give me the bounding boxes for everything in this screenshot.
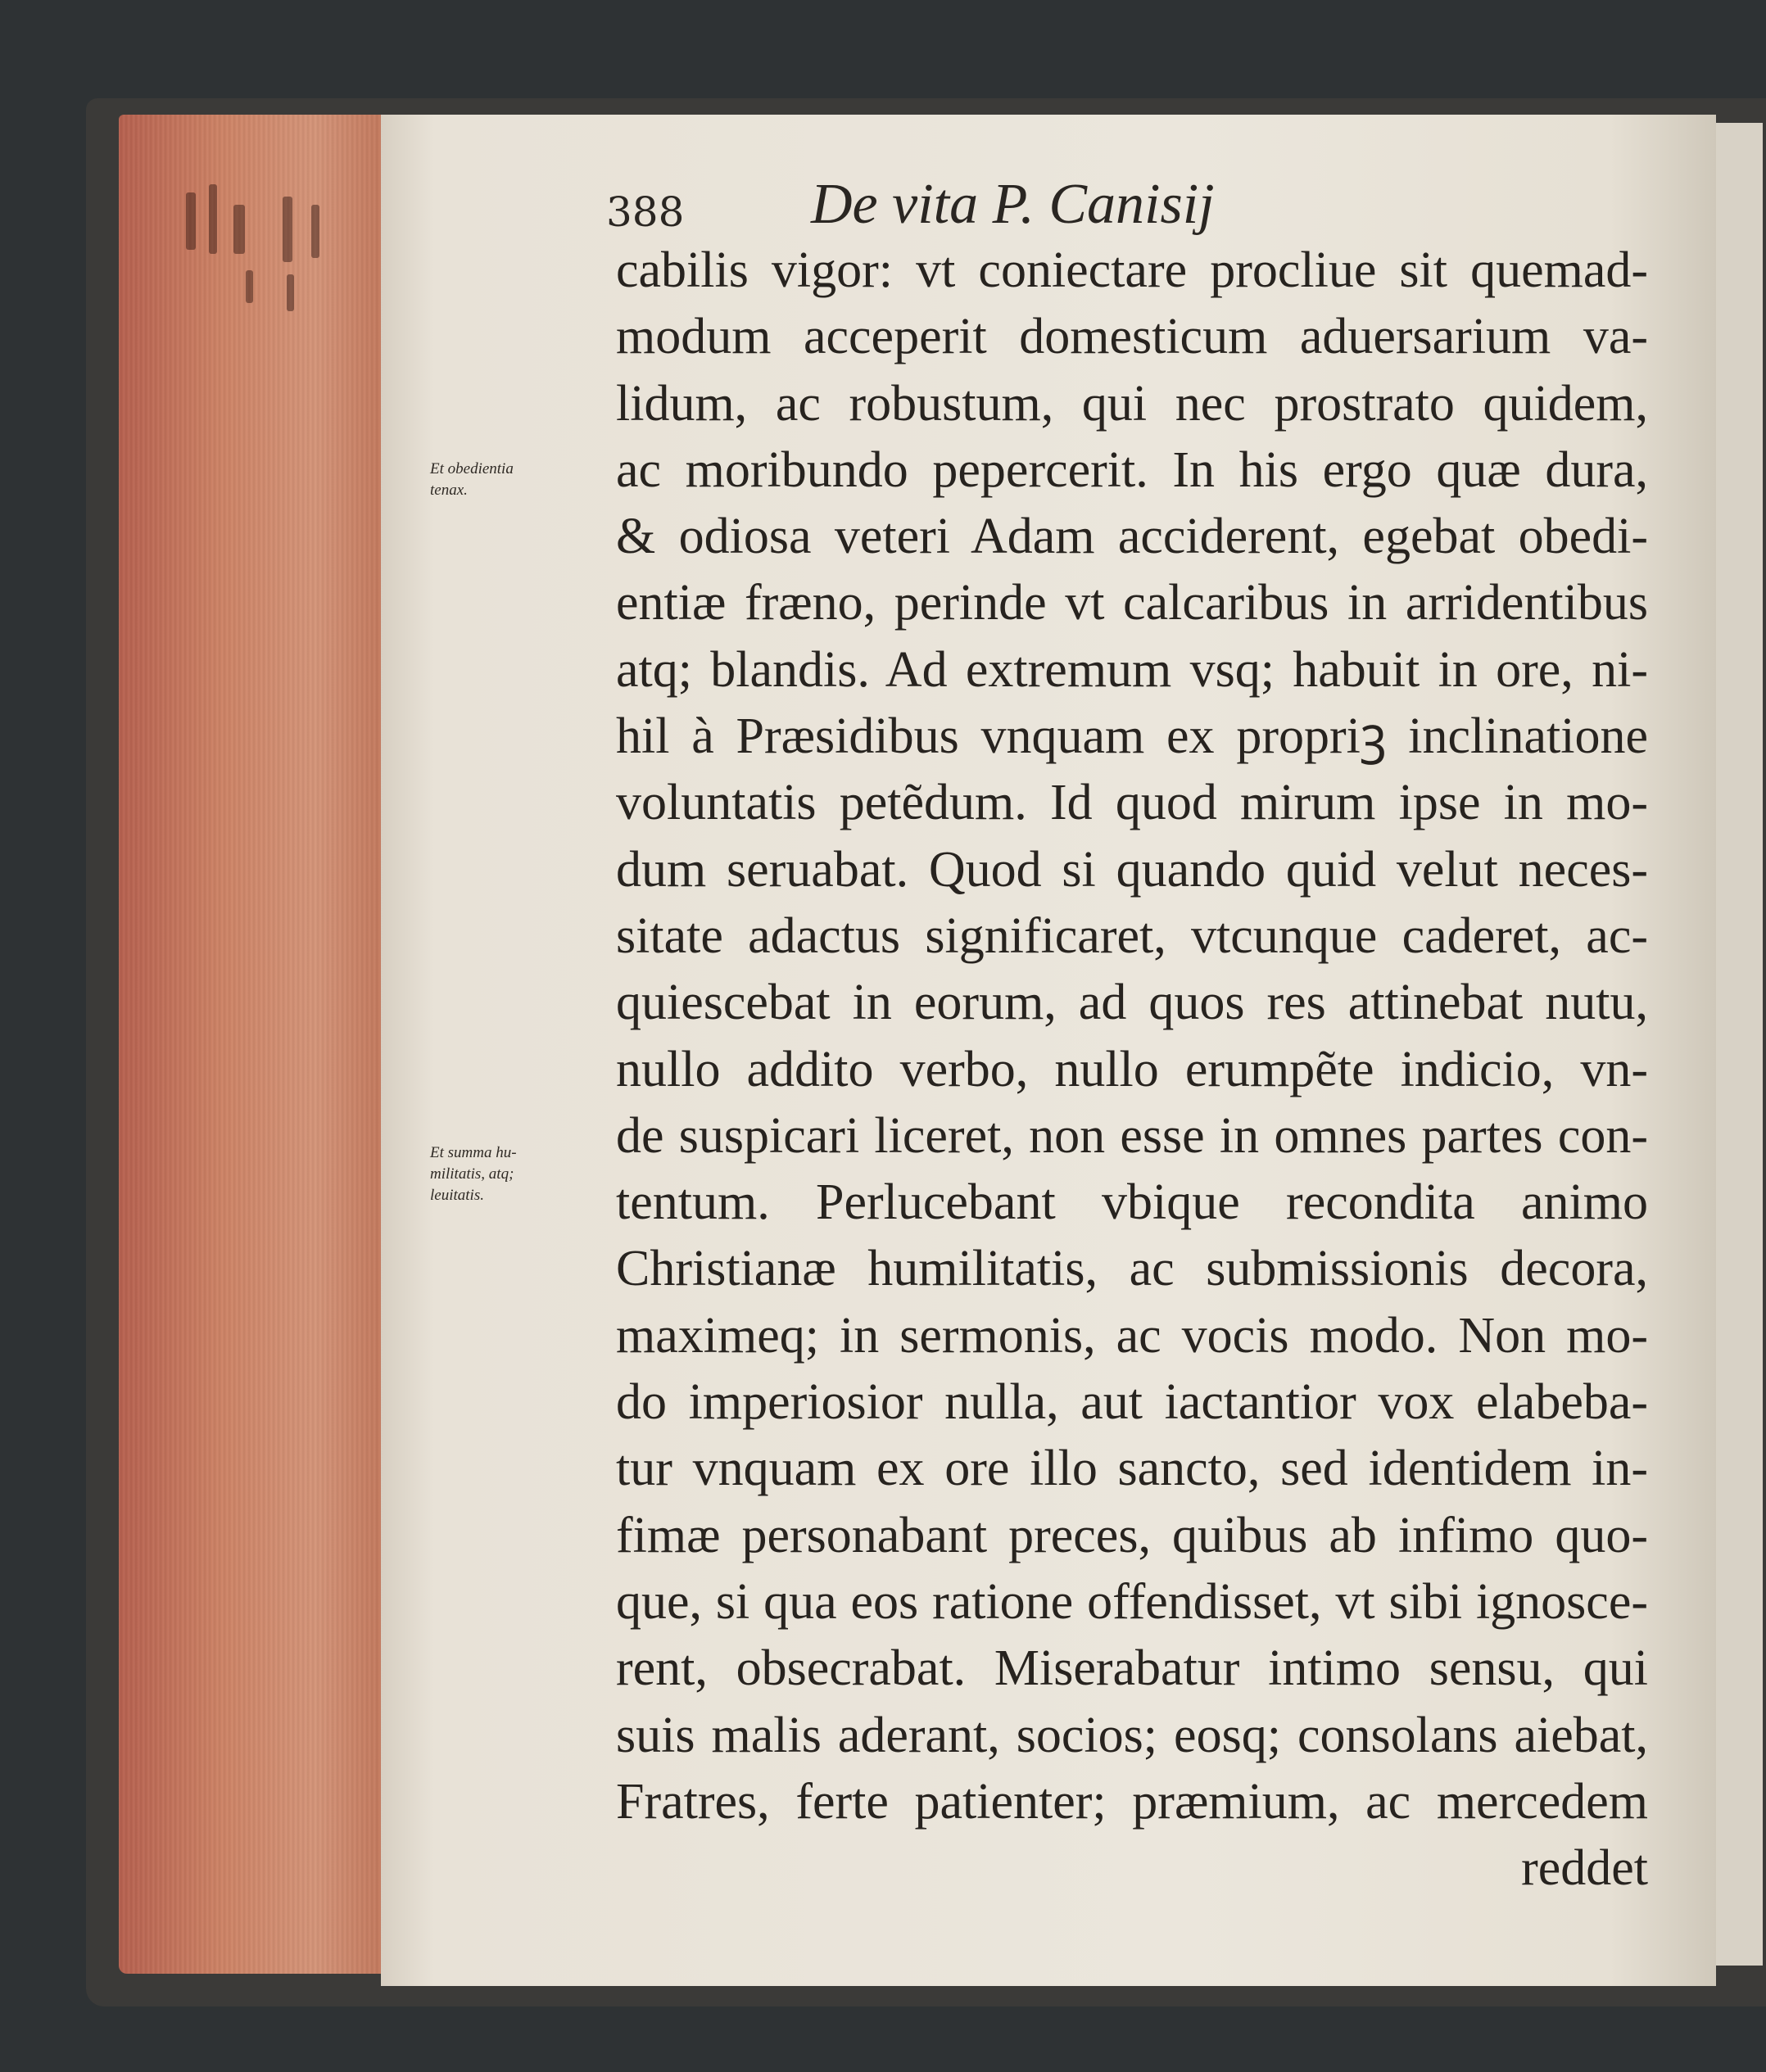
text-line: tur vnquam ex ore illo sancto, sed identidem in- <box>616 1441 1648 1497</box>
text-line: Christianæ humilitatis, ac submissionis decora, <box>616 1241 1648 1297</box>
book-fore-edge <box>119 115 381 1974</box>
page-number: 388 <box>606 188 685 236</box>
marginal-note <box>430 459 602 501</box>
text-line: & odiosa veteri Adam acciderent, egebat obedi- <box>616 509 1648 565</box>
text-line: cabilis vigor: vt coniectare procliue sit quemad- <box>616 242 1648 298</box>
text-line: tentum. Perlucebant vbique recondita animo <box>616 1174 1648 1231</box>
marginal-note-line: Et obedientia <box>430 460 514 477</box>
marginal-note-line: tenax. <box>430 482 468 499</box>
text-line: que, si qua eos ratione offendisset, vt sibi ignosce- <box>616 1573 1648 1630</box>
text-line: atq; blandis. Ad extremum vsq; habuit in ore, ni- <box>616 641 1648 698</box>
text-line: nullo addito verbo, nullo erumpẽte indicio, vn- <box>616 1041 1648 1097</box>
text-line: maximeq; in sermonis, ac vocis modo. Non mo- <box>616 1307 1648 1364</box>
facing-page-edge <box>1712 123 1763 1966</box>
text-line: quiescebat in eorum, ad quos res attinebat nutu, <box>616 975 1648 1031</box>
text-line: de suspicari liceret, non esse in omnes partes con- <box>616 1107 1648 1164</box>
catchword: reddet <box>1521 1840 1648 1897</box>
marginal-note-line: militatis, atq; <box>430 1165 514 1183</box>
text-line: suis malis aderant, socios; eosq; consolans aiebat, <box>616 1707 1648 1763</box>
text-line: rent, obsecrabat. Miserabatur intimo sensu, qui <box>616 1640 1648 1697</box>
text-line: hil à Præsidibus vnquam ex propriꝫ inclinatione <box>616 708 1648 765</box>
text-line: dum seruabat. Quod si quando quid velut neces- <box>616 841 1648 898</box>
body-text <box>616 238 1648 1902</box>
text-line: do imperiosior nulla, aut iactantior vox elabeba- <box>616 1374 1648 1431</box>
text-line: modum acceperit domesticum aduersarium va- <box>616 309 1648 365</box>
running-title: De vita P. Canisij <box>811 173 1215 236</box>
text-line: voluntatis petẽdum. Id quod mirum ipse in mo- <box>616 775 1648 831</box>
text-line: sitate adactus significaret, vtcunque caderet, ac- <box>616 907 1648 964</box>
text-line: ac moribundo pepercerit. In his ergo quæ dura, <box>616 441 1648 498</box>
text-line: Fratres, ferte patienter; præmium, ac mercedem <box>616 1773 1648 1830</box>
marginal-note-line: Et summa hu- <box>430 1144 517 1161</box>
marginal-note <box>430 1142 602 1206</box>
running-header <box>606 172 1671 246</box>
marginal-note-line: leuitatis. <box>430 1187 484 1204</box>
text-line: lidum, ac robustum, qui nec prostrato quidem, <box>616 375 1648 432</box>
text-line: entiæ fræno, perinde vt calcaribus in arridentibus <box>616 575 1648 631</box>
text-line: fimæ personabant preces, quibus ab infimo quo- <box>616 1507 1648 1563</box>
